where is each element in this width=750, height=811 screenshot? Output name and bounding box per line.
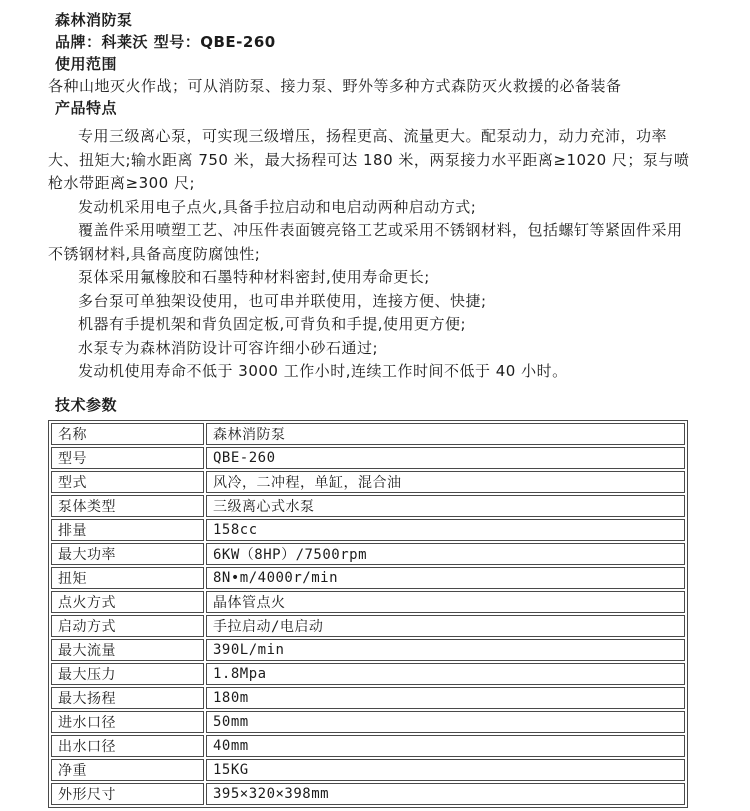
spec-label-cell: 最大流量 xyxy=(51,639,204,661)
spec-value-cell: 手拉启动/电启动 xyxy=(206,615,685,637)
feature-item: 泵体采用氟橡胶和石墨特种材料密封,使用寿命更长; xyxy=(78,268,430,286)
spec-value-cell: 晶体管点火 xyxy=(206,591,685,613)
features-heading: 产品特点 xyxy=(55,99,118,117)
spec-value-cell: 1.8Mpa xyxy=(206,663,685,685)
spec-row xyxy=(51,735,685,757)
spec-label-cell: 最大扬程 xyxy=(51,687,204,709)
spec-label-cell: 扭矩 xyxy=(51,567,204,589)
spec-label-cell: 净重 xyxy=(51,759,204,781)
feature-item: 专用三级离心泵，可实现三级增压，扬程更高、流量更大。配泵动力，动力充沛，功率大、扭矩大;输水距离 750 米，最大扬程可达 180 米，两泵接力水平距离≥1020 尺；泵与喷枪水带距离≥300 尺; xyxy=(48,127,690,192)
spec-row xyxy=(51,423,685,445)
spec-row xyxy=(51,567,685,589)
spec-row xyxy=(51,711,685,733)
feature-item: 发动机使用寿命不低于 3000 工作小时,连续工作时间不低于 40 小时。 xyxy=(78,362,568,380)
feature-item: 机器有手提机架和背负固定板,可背负和手提,使用更方便; xyxy=(78,315,467,333)
spec-label-cell: 最大功率 xyxy=(51,543,204,565)
spec-label-cell: 名称 xyxy=(51,423,204,445)
product-title: 森林消防泵 xyxy=(55,11,133,29)
feature-item: 发动机采用电子点火,具备手拉启动和电启动两种启动方式; xyxy=(78,197,477,216)
spec-label-cell: 泵体类型 xyxy=(51,495,204,517)
feature-item: 多台泵可单独架设使用，也可串并联使用，连接方便、快捷; xyxy=(78,291,487,310)
spec-row xyxy=(51,783,685,805)
spec-row xyxy=(51,663,685,685)
spec-row xyxy=(51,591,685,613)
feature-item: 水泵专为森林消防设计可容许细小砂石通过; xyxy=(78,338,379,357)
spec-label-cell: 型号 xyxy=(51,447,204,469)
spec-value-cell: 6KW（8HP）/7500rpm xyxy=(206,543,685,565)
spec-value-cell: 50mm xyxy=(206,711,685,733)
spec-label-cell: 出水口径 xyxy=(51,735,204,757)
spec-value-cell: QBE-260 xyxy=(206,447,685,469)
usage-text: 各种山地灭火作战；可从消防泵、接力泵、野外等多种方式森防灭火救援的必备装备 xyxy=(48,77,622,95)
spec-row xyxy=(51,639,685,661)
spec-row xyxy=(51,519,685,541)
spec-row xyxy=(51,687,685,709)
feature-item: 覆盖件采用喷塑工艺、冲压件表面镀亮铬工艺或采用不锈钢材料，包括螺钉等紧固件采用不锈钢材料,具备高度防腐蚀性; xyxy=(48,221,683,263)
model-label: 型号：QBE-260 xyxy=(153,33,276,51)
spec-row xyxy=(51,759,685,781)
spec-value-cell: 390L/min xyxy=(206,639,685,661)
spec-row xyxy=(51,543,685,565)
spec-label-cell: 点火方式 xyxy=(51,591,204,613)
brand-model-line xyxy=(55,31,695,53)
spec-value-cell: 8N•m/4000r/min xyxy=(206,567,685,589)
spec-label-cell: 型式 xyxy=(51,471,204,493)
brand-label: 品牌：科莱沃 xyxy=(55,33,149,51)
spec-value-cell: 180m xyxy=(206,687,685,709)
spec-value-cell: 15KG xyxy=(206,759,685,781)
spec-value-cell: 158cc xyxy=(206,519,685,541)
spec-row xyxy=(51,495,685,517)
spec-value-cell: 森林消防泵 xyxy=(206,423,685,445)
spec-value-cell: 三级离心式水泵 xyxy=(206,495,685,517)
spec-label-cell: 启动方式 xyxy=(51,615,204,637)
spec-label-cell: 排量 xyxy=(51,519,204,541)
spec-value-cell: 40mm xyxy=(206,735,685,757)
spec-row xyxy=(51,471,685,493)
specs-heading: 技术参数 xyxy=(55,395,118,414)
specs-table xyxy=(48,420,688,808)
spec-row xyxy=(51,447,685,469)
spec-value-cell: 风冷，二冲程，单缸，混合油 xyxy=(206,471,685,493)
features-list xyxy=(48,125,695,384)
usage-heading: 使用范围 xyxy=(55,55,118,73)
spec-row xyxy=(51,615,685,637)
spec-value-cell: 395×320×398mm xyxy=(206,783,685,805)
spec-label-cell: 进水口径 xyxy=(51,711,204,733)
spec-label-cell: 外形尺寸 xyxy=(51,783,204,805)
spec-label-cell: 最大压力 xyxy=(51,663,204,685)
